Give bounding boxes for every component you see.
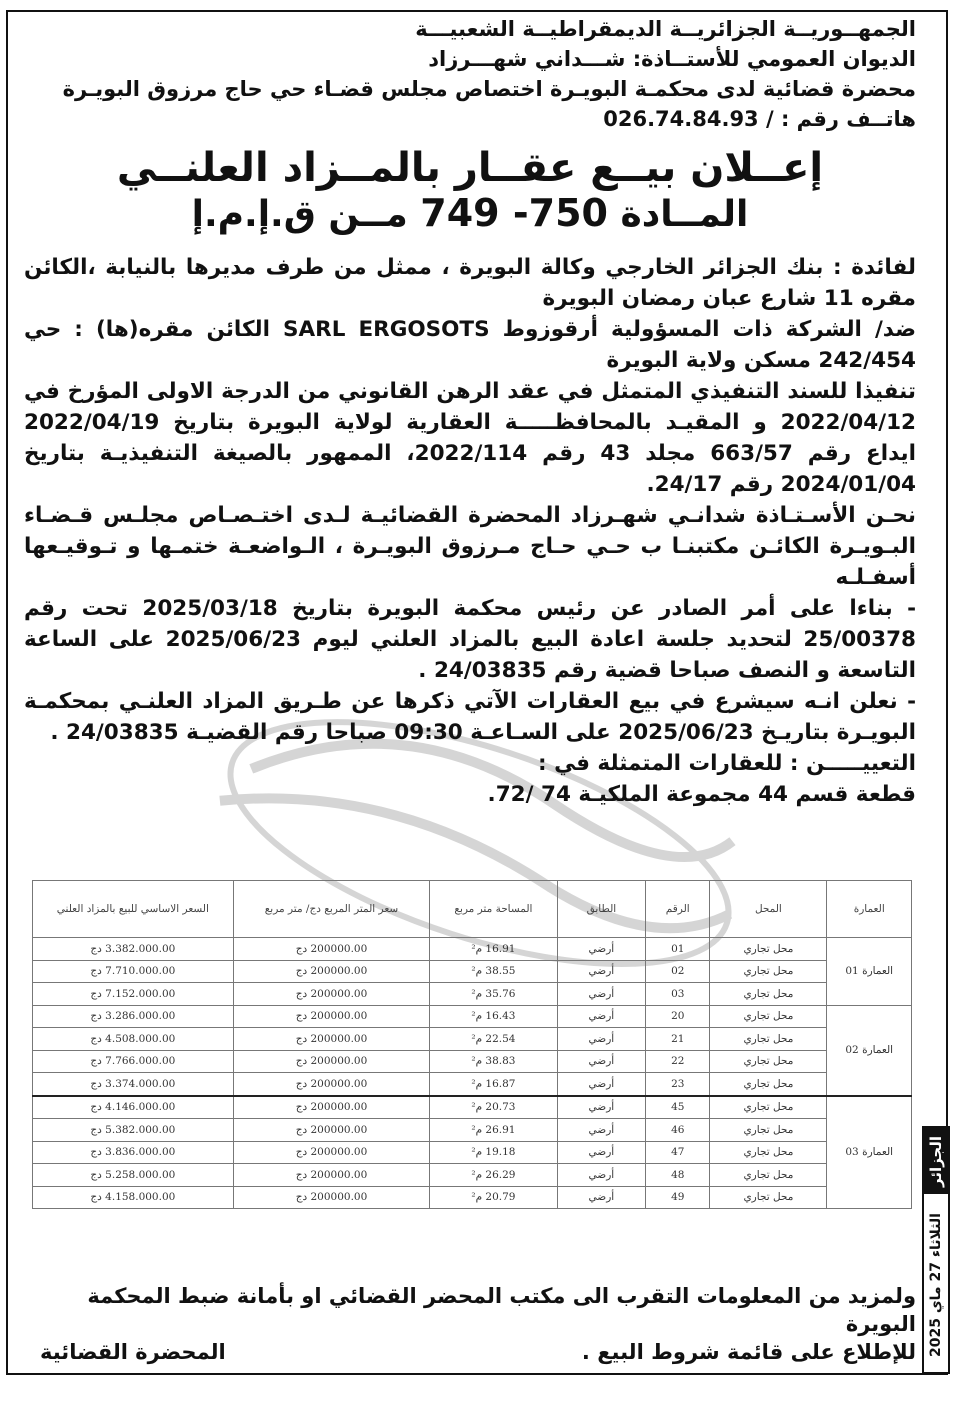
- price-per-m2-cell: 200000.00 دج: [233, 1119, 430, 1142]
- number-cell: 20: [646, 1005, 710, 1028]
- footer-line-2: للإطلاع على قائمة شروط البيع .: [581, 1340, 916, 1364]
- price-per-m2-cell: 200000.00 دج: [233, 960, 430, 983]
- table-row: [33, 1096, 912, 1119]
- header-line-3: محضرة قضائية لدى محكمـة البويـرة اختصاص مجلس قضـاء حي حاج مرزوق البويـرة: [62, 77, 916, 101]
- shop-cell: محل تجاري: [710, 1186, 827, 1209]
- base-price-cell: 7.152.000.00 دج: [33, 983, 234, 1006]
- beneficiary-paragraph: لفائدة : بنك الجزائر الخارجي وكالة البويرة ، ممثل من طرف مديرها بالنيابة ،الكائن مقره 11 شارع عبان رمضان البويرة: [24, 255, 916, 311]
- table-row: [33, 1119, 912, 1142]
- article-suffix: مــن ق.إ.م.إ: [191, 194, 408, 235]
- area-cell: 35.76 م²: [430, 983, 557, 1006]
- floor-cell: أرضي: [557, 1005, 646, 1028]
- base-price-cell: 4.146.000.00 دج: [33, 1096, 234, 1119]
- signature: المحضرة القضائية: [40, 1340, 226, 1364]
- floor-cell: أرضي: [557, 1186, 646, 1209]
- price-per-m2-cell: 200000.00 دج: [233, 1186, 430, 1209]
- base-price-cell: 3.286.000.00 دج: [33, 1005, 234, 1028]
- area-cell: 26.91 م²: [430, 1119, 557, 1142]
- area-cell: 38.55 م²: [430, 960, 557, 983]
- col-number: الرقم: [646, 881, 710, 938]
- base-price-cell: 4.158.000.00 دج: [33, 1186, 234, 1209]
- footer-line-1: ولمزيد من المعلومات التقرب الى مكتب المحضر القضائي او بأمانة ضبط المحكمة البويرة: [87, 1284, 916, 1336]
- header-phone: [24, 104, 916, 134]
- building-cell: العمارة 02: [827, 1005, 912, 1096]
- shop-cell: محل تجاري: [710, 1028, 827, 1051]
- properties-table: [32, 880, 912, 1209]
- base-price-cell: 3.374.000.00 دج: [33, 1073, 234, 1096]
- against-paragraph: ضد/ الشركة ذات المسؤولية أرقوزوط SARL ERGOSOTS الكائن مقره(ها) : حي 242/454 مسكن ولاية البويرة: [24, 317, 917, 373]
- number-cell: 22: [646, 1050, 710, 1073]
- price-per-m2-cell: 200000.00 دج: [233, 938, 430, 961]
- base-price-cell: 7.766.000.00 دج: [33, 1050, 234, 1073]
- bailiff-paragraph: نحـن الأسـتـاذة شدانـي شهـرزاد المحضرة القضائيـة لـدى اختـصـاص مجلـس قـضـاء البـويـرة الكائـن مكتبنـا ب حـي حـاج مـرزوق البويـرة ، الـواضعـة ختمـها و تـوقيـعها أسفـلـه: [24, 503, 916, 590]
- base-price-cell: 3.382.000.00 دج: [33, 938, 234, 961]
- number-cell: 03: [646, 983, 710, 1006]
- floor-cell: أرضي: [557, 1164, 646, 1187]
- announcement-body: [24, 14, 916, 810]
- issue-date: الثلاثاء 27 ماي 2025: [928, 1213, 944, 1357]
- shop-cell: محل تجاري: [710, 960, 827, 983]
- article-prefix: المــادة: [620, 194, 749, 235]
- price-per-m2-cell: 200000.00 دج: [233, 1028, 430, 1051]
- area-cell: 26.29 م²: [430, 1164, 557, 1187]
- price-per-m2-cell: 200000.00 دج: [233, 1073, 430, 1096]
- table-row: [33, 938, 912, 961]
- footer-line-2-row: [40, 1338, 916, 1366]
- floor-cell: أرضي: [557, 1073, 646, 1096]
- col-area: المساحة متر مربع: [430, 881, 557, 938]
- base-price-cell: 3.836.000.00 دج: [33, 1141, 234, 1164]
- table-row: [33, 1028, 912, 1051]
- table-row: [33, 1186, 912, 1209]
- base-price-cell: 5.382.000.00 دج: [33, 1119, 234, 1142]
- price-per-m2-cell: 200000.00 دج: [233, 1141, 430, 1164]
- building-cell: العمارة 01: [827, 938, 912, 1006]
- order-paragraph: - بناءا على أمر الصادر عن رئيس محكمة البويرة بتاريخ 2025/03/18 تحت رقم 25/00378 لتحديد جلسة اعادة البيع بالمزاد العلني ليوم 2025/06/23 على الساعة التاسعة و النصف صباحا قضية رقم 24/03835 .: [24, 596, 916, 683]
- shop-cell: محل تجاري: [710, 1073, 827, 1096]
- shop-cell: محل تجاري: [710, 983, 827, 1006]
- number-cell: 45: [646, 1096, 710, 1119]
- area-cell: 22.54 م²: [430, 1028, 557, 1051]
- building-cell: العمارة 03: [827, 1096, 912, 1209]
- footer: [40, 1282, 916, 1366]
- table-row: [33, 1164, 912, 1187]
- auction-paragraph: - نعلن انـه سيشرع في بيع العقارات الآتي ذكرها عن طـريق المزاد العلنـي بمحكمـة البويـرة بتاريـخ 2025/06/23 على السـاعـة 09:30 صباحا رقم القضيـة 24/03835 .: [24, 689, 916, 745]
- floor-cell: أرضي: [557, 938, 646, 961]
- table-header-row: [33, 881, 912, 938]
- area-cell: 20.79 م²: [430, 1186, 557, 1209]
- area-cell: 16.91 م²: [430, 938, 557, 961]
- plot-paragraph: قطعة قسم 44 مجموعة الملكيـة 74 /72.: [487, 782, 916, 807]
- phone-number: 026.74.84.93 /: [603, 107, 774, 131]
- floor-cell: أرضي: [557, 1050, 646, 1073]
- header-line-1: الجمهــوريــة الجزائريــة الديمقراطيــة الشعبيـــة: [415, 17, 916, 41]
- floor-cell: أرضي: [557, 1096, 646, 1119]
- number-cell: 23: [646, 1073, 710, 1096]
- number-cell: 47: [646, 1141, 710, 1164]
- col-shop: المحل: [710, 881, 827, 938]
- designation-paragraph: التعييـــــن : للعقارات المتمثلة في :: [538, 751, 916, 776]
- table-row: [33, 960, 912, 983]
- base-price-cell: 4.508.000.00 دج: [33, 1028, 234, 1051]
- number-cell: 02: [646, 960, 710, 983]
- col-building: العمارة: [827, 881, 912, 938]
- properties-table-wrapper: [32, 880, 912, 1209]
- area-cell: 16.43 م²: [430, 1005, 557, 1028]
- article-numbers: 750- 749: [420, 191, 608, 235]
- table-body: [33, 938, 912, 1209]
- execution-paragraph: تنفيذا للسند التنفيذي المتمثل في عقد الرهن القانوني من الدرجة الاولى المؤرخ في 2022/04/12 و المقيـد بالمحافظـــــة العقارية لولاية البويرة بتاريخ 2022/04/19 ايداع رقم 663/57 مجلد 43 رقم 2022/114، الممهور بالصيغة التنفيذيـة بتاريخ 2024/01/04 رقم 24/17.: [24, 379, 916, 497]
- shop-cell: محل تجاري: [710, 1119, 827, 1142]
- price-per-m2-cell: 200000.00 دج: [233, 1050, 430, 1073]
- floor-cell: أرضي: [557, 1119, 646, 1142]
- announcement-article: [24, 192, 916, 236]
- number-cell: 01: [646, 938, 710, 961]
- phone-label: هاتــف رقم :: [780, 107, 916, 131]
- number-cell: 21: [646, 1028, 710, 1051]
- table-row: [33, 1050, 912, 1073]
- table-row: [33, 983, 912, 1006]
- base-price-cell: 5.258.000.00 دج: [33, 1164, 234, 1187]
- announcement-title: إعــلان بيــع عقــار بالمــزاد العلنــي: [116, 145, 824, 191]
- number-cell: 49: [646, 1186, 710, 1209]
- shop-cell: محل تجاري: [710, 1164, 827, 1187]
- area-cell: 19.18 م²: [430, 1141, 557, 1164]
- price-per-m2-cell: 200000.00 دج: [233, 1096, 430, 1119]
- price-per-m2-cell: 200000.00 دج: [233, 1005, 430, 1028]
- area-cell: 16.87 م²: [430, 1073, 557, 1096]
- floor-cell: أرضي: [557, 960, 646, 983]
- table-row: [33, 1073, 912, 1096]
- newspaper-logo: الجزائر: [924, 1128, 948, 1194]
- base-price-cell: 7.710.000.00 دج: [33, 960, 234, 983]
- shop-cell: محل تجاري: [710, 1141, 827, 1164]
- number-cell: 46: [646, 1119, 710, 1142]
- floor-cell: أرضي: [557, 1028, 646, 1051]
- shop-cell: محل تجاري: [710, 938, 827, 961]
- newspaper-sidebar: [922, 1126, 950, 1374]
- col-base-price: السعر الاساسي للبيع بالمزاد العلني: [33, 881, 234, 938]
- col-price-per-m2: سعر المتر المربع دج/ متر مربع: [233, 881, 430, 938]
- number-cell: 48: [646, 1164, 710, 1187]
- floor-cell: أرضي: [557, 1141, 646, 1164]
- price-per-m2-cell: 200000.00 دج: [233, 1164, 430, 1187]
- area-cell: 20.73 م²: [430, 1096, 557, 1119]
- shop-cell: محل تجاري: [710, 1005, 827, 1028]
- price-per-m2-cell: 200000.00 دج: [233, 983, 430, 1006]
- table-row: [33, 1005, 912, 1028]
- table-row: [33, 1141, 912, 1164]
- area-cell: 38.83 م²: [430, 1050, 557, 1073]
- col-floor: الطابق: [557, 881, 646, 938]
- floor-cell: أرضي: [557, 983, 646, 1006]
- shop-cell: محل تجاري: [710, 1050, 827, 1073]
- shop-cell: محل تجاري: [710, 1096, 827, 1119]
- header-line-2: الديوان العمومي للأستــاذة: شـــداني شهـــرزاد: [428, 47, 916, 71]
